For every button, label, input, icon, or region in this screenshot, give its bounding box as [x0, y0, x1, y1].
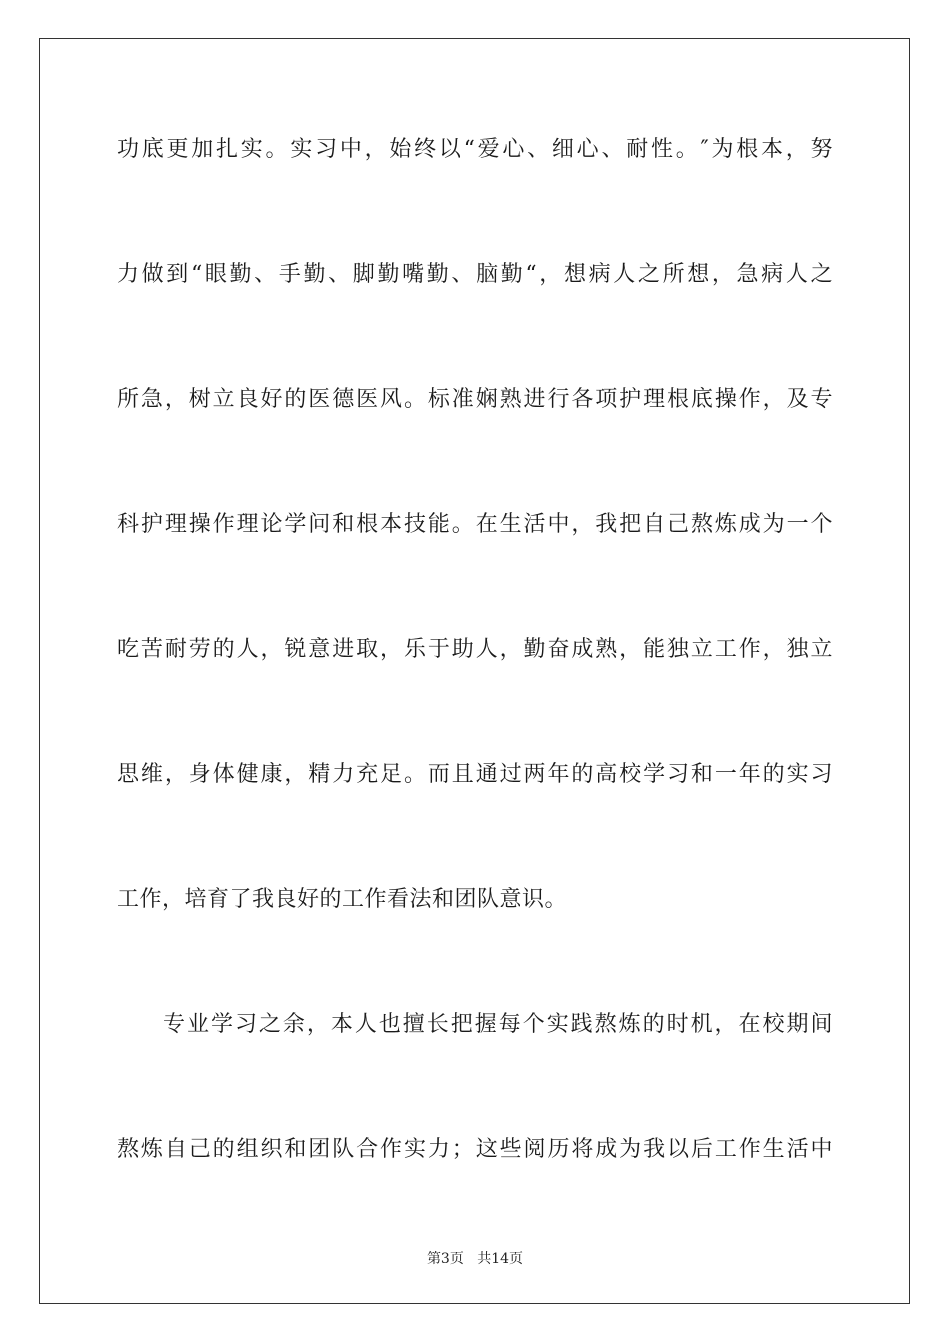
page-footer — [0, 1248, 950, 1268]
paragraph-line: 思维，身体健康，精力充足。而且通过两年的高校学习和一年的实习 — [117, 762, 833, 787]
paragraph-line: 工作，培育了我良好的工作看法和团队意识。 — [117, 887, 568, 912]
paragraph-line: 熬炼自己的组织和团队合作实力；这些阅历将成为我以后工作生活中 — [117, 1137, 833, 1162]
page-number: 第3页 — [426, 1251, 464, 1267]
paragraph-line: 专业学习之余，本人也擅长把握每个实践熬炼的时机，在校期间 — [163, 1012, 833, 1037]
paragraph-line: 力做到“眼勤、手勤、脚勤嘴勤、脑勤“，想病人之所想，急病人之 — [117, 262, 833, 287]
paragraph-line: 吃苦耐劳的人，锐意进取，乐于助人，勤奋成熟，能独立工作，独立 — [117, 637, 833, 662]
page-total: 共14页 — [477, 1251, 524, 1267]
paragraph-line: 所急，树立良好的医德医风。标准娴熟进行各项护理根底操作，及专 — [117, 387, 833, 412]
paragraph-line: 功底更加扎实。实习中，始终以“爱心、细心、耐性。″为根本，努 — [117, 137, 833, 162]
paragraph-line: 科护理操作理论学问和根本技能。在生活中，我把自己熬炼成为一个 — [117, 512, 833, 537]
footer-spacer — [464, 1251, 477, 1267]
document-body — [117, 128, 833, 1253]
